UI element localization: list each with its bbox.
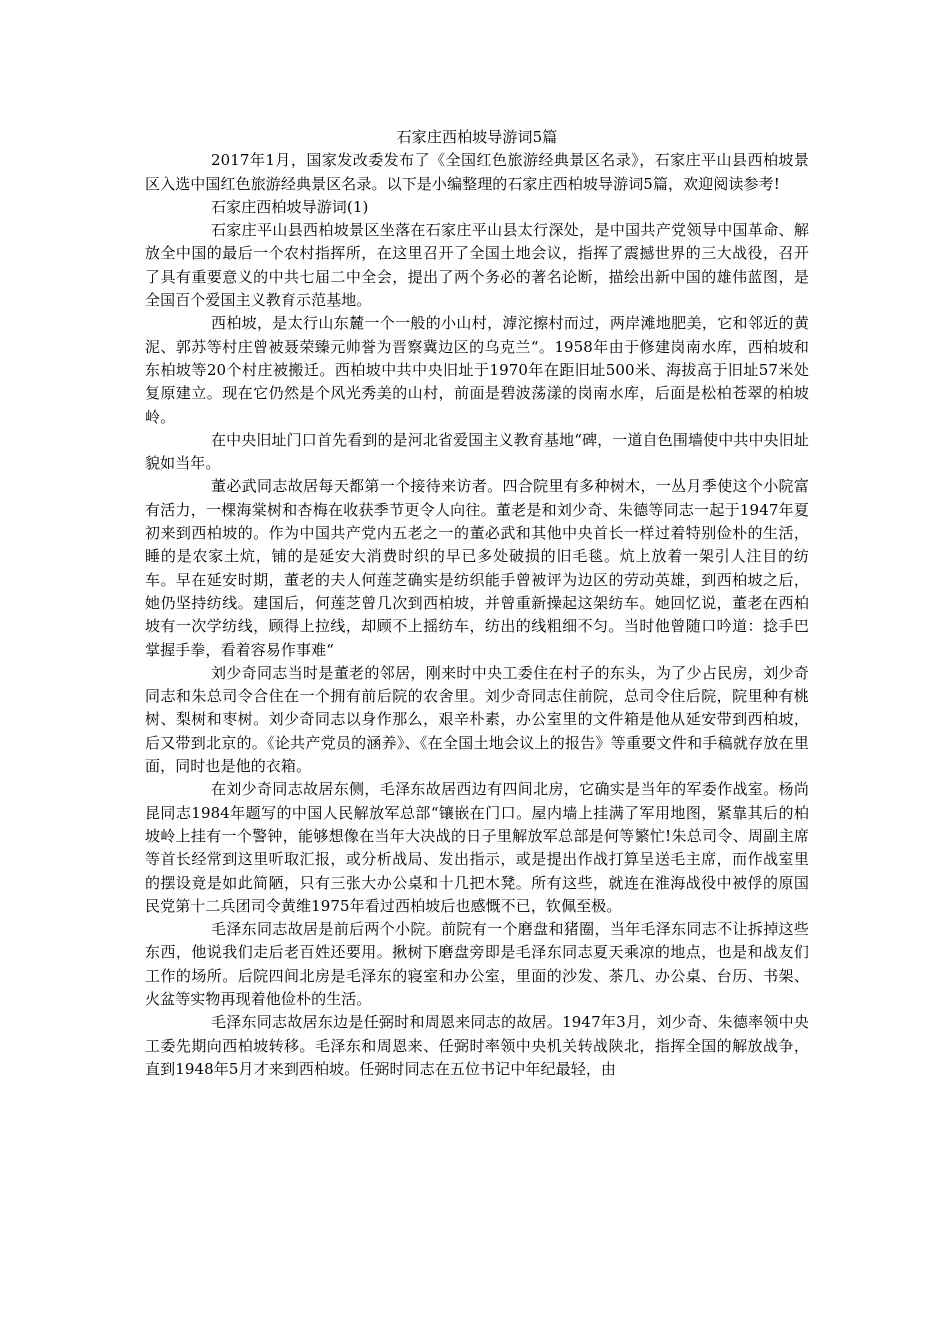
body-paragraph: 石家庄平山县西柏坡景区坐落在石家庄平山县太行深处，是中国共产党领导中国革命、解放全中国的最后一个农村指挥所，在这里召开了全国土地会议，指挥了震撼世界的三大战役，召开了具有重要意义的中共七届二中全会，提出了两个务必的著名论断，描绘出新中国的雄伟蓝图，是全国百个爱国主义教育示范基地。 [145,221,809,310]
body-paragraph: 董必武同志故居每天都第一个接待来访者。四合院里有多种树木，一丛月季使这个小院富有活力，一棵海棠树和杏梅在收获季节更令人向往。董老是和刘少奇、朱德等同志一起于1947年夏初来到西柏坡的。作为中国共产党内五老之一的董必武和其他中央首长一样过着特别俭朴的生活，睡的是农家土炕，铺的是延安大消费时织的早已多处破损的旧毛毯。炕上放着一架引人注目的纺车。早在延安时期，董老的夫人何莲芝确实是纺织能手曾被评为边区的劳动英雄，到西柏坡之后，她仍坚持纺线。建国后，何莲芝曾几次到西柏坡，并曾重新操起这架纺车。她回忆说，董老在西柏坡有一次学纺线，顾得上拉线，却顾不上摇纺车，纺出的线粗细不匀。当时他曾随口吟道：捻手巴掌握手拳，看着容易作事难“ [145,477,809,659]
section-heading: 石家庄西柏坡导游词(1) [211,197,369,216]
body-paragraph: 在刘少奇同志故居东侧，毛泽东故居西边有四间北房，它确实是当年的军委作战室。杨尚昆同志1984年题写的中国人民解放军总部“镶嵌在门口。屋内墙上挂满了军用地图，紧靠其后的柏坡岭上挂有一个警钟，能够想像在当年大决战的日子里解放军总部是何等繁忙!朱总司令、周副主席等首长经常到这里听取汇报，或分析战局、发出指示，或是提出作战打算呈送毛主席，而作战室里的摆设竟是如此简陋，只有三张大办公桌和十几把木凳。所有这些，就连在淮海战役中被俘的原国民党第十二兵团司令黄维1975年看过西柏坡后也感慨不已，钦佩至极。 [145,780,809,915]
body-paragraph: 毛泽东同志故居东边是任弼时和周恩来同志的故居。1947年3月，刘少奇、朱德率领中央工委先期向西柏坡转移。毛泽东和周恩来、任弼时率领中央机关转战陕北，指挥全国的解放战争，直到1948年5月才来到西柏坡。任弼时同志在五位书记中年纪最轻，由 [145,1013,809,1078]
body-paragraph: 刘少奇同志当时是董老的邻居，刚来时中央工委住在村子的东头，为了少占民房，刘少奇同志和朱总司令合住在一个拥有前后院的农舍里。刘少奇同志住前院，总司令住后院，院里种有桃树、梨树和枣树。刘少奇同志以身作那么，艰辛朴素，办公室里的文件箱是他从延安带到西柏坡，后又带到北京的。《论共产党员的涵养》、《在全国土地会议上的报告》等重要文件和手稿就存放在里面，同时也是他的衣箱。 [145,663,809,776]
body-paragraph: 毛泽东同志故居是前后两个小院。前院有一个磨盘和猪圈，当年毛泽东同志不让拆掉这些东西，他说我们走后老百姓还要用。揪树下磨盘旁即是毛泽东同志夏天乘凉的地点，也是和战友们工作的场所。后院四间北房是毛泽东的寝室和办公室，里面的沙发、茶几、办公桌、台历、书架、火盆等实物再现着他俭朴的生活。 [145,920,809,1008]
document-body [145,126,809,1081]
body-paragraph: 西柏坡，是太行山东麓一个一般的小山村，滹沱擦村而过，两岸滩地肥美，它和邻近的黄泥、郭苏等村庄曾被聂荣臻元帅誉为晋察冀边区的乌克兰“。1958年由于修建岗南水库，西柏坡和东柏坡等20个村庄被搬迁。西柏坡中共中央旧址于1970年在距旧址500米、海拔高于旧址57米处复原建立。现在它仍然是个风光秀美的山村，前面是碧波荡漾的岗南水库，后面是松柏苍翠的柏坡岭。 [145,314,809,426]
body-paragraph: 在中央旧址门口首先看到的是河北省爱国主义教育基地“碑，一道自色围墙使中共中央旧址貌如当年。 [145,430,809,473]
document-title: 石家庄西柏坡导游词5篇 [396,128,558,146]
intro-paragraph: 2017年1月，国家发改委发布了《全国红色旅游经典景区名录》，石家庄平山县西柏坡景区入选中国红色旅游经典景区名录。以下是小编整理的石家庄西柏坡导游词5篇，欢迎阅读参考! [145,151,809,193]
